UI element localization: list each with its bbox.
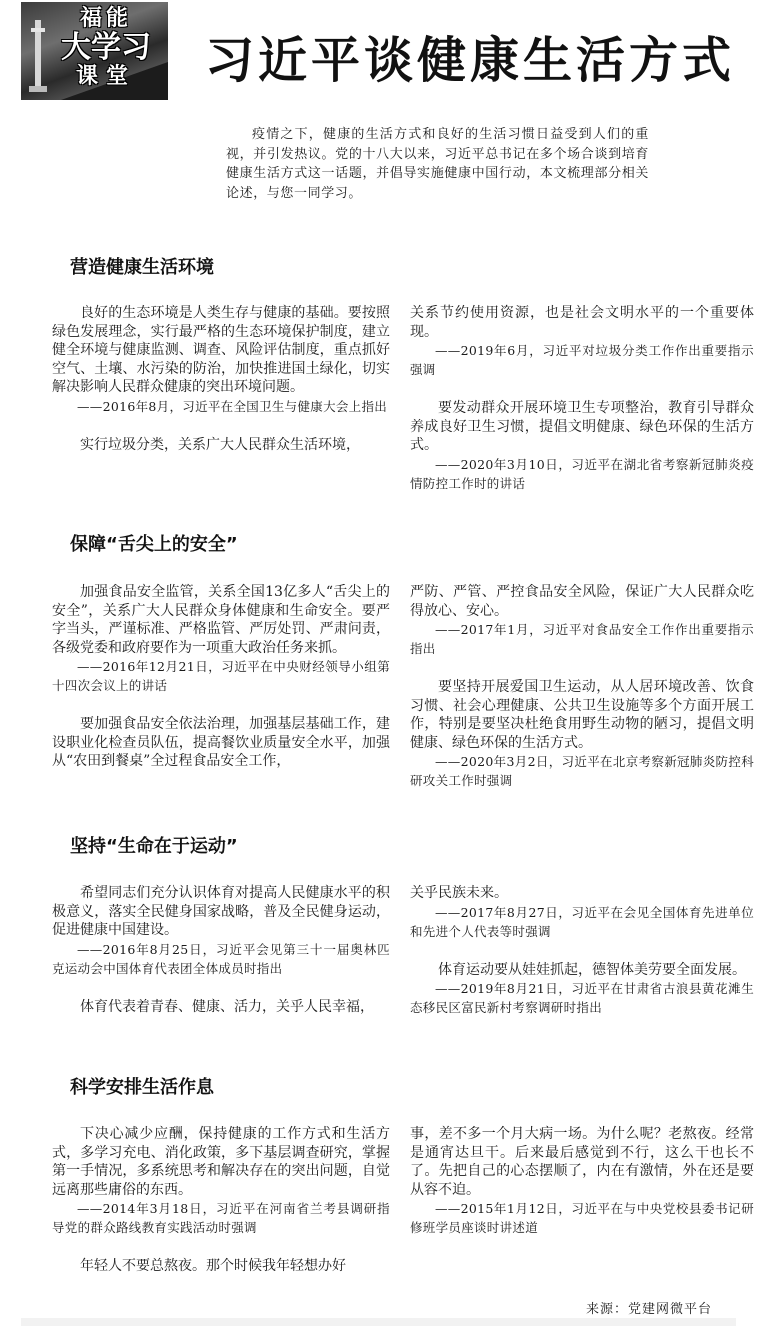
quote-paragraph: 关乎民族未来。	[410, 885, 508, 901]
quote-attribution: ——2016年8月25日，习近平会见第三十一届奥林匹克运动会中国体育代表团全体成员时指出	[52, 941, 390, 976]
quote-paragraph: 加强食品安全监管，关系全国13亿多人“舌尖上的安全”，关系广大人民群众身体健康和生命安全。要严字当头，严谨标准、严格监管、严厉处罚、严肃问责，各级党委和政府要作为一项重大政治任务来抓。	[52, 584, 390, 656]
quote-attribution: ——2017年8月27日，习近平在会见全国体育先进单位和先进个人代表等时强调	[410, 904, 754, 939]
paragraph-gap	[52, 978, 390, 998]
quote-attribution: ——2015年1月12日，习近平在与中央党校县委书记研修班学员座谈时讲述道	[410, 1201, 754, 1235]
quote-paragraph: 严防、严管、严控食品安全风险，保证广大人民群众吃得放心、安心。	[410, 584, 754, 619]
quote-paragraph: 体育运动要从娃娃抓起，德智体美劳要全面发展。	[438, 961, 746, 978]
quote-attribution: ——2016年12月21日，习近平在中央财经领导小组第十四次会议上的讲话	[52, 659, 390, 693]
page-title: 习近平谈健康生活方式	[205, 32, 736, 89]
quote-paragraph: 体育代表着青春、健康、活力，关乎人民幸福，	[80, 998, 374, 1015]
quote-paragraph: 要坚持开展爱国卫生运动，从人居环境改善、饮食习惯、社会心理健康、公共卫生设施等多个方面开展工作，特别是要坚决杜绝食用野生动物的陋习，提倡文明健康、绿色环保的生活方式。	[410, 679, 754, 751]
logo-line-3: 课堂	[75, 64, 136, 89]
footer-bar	[21, 1318, 736, 1326]
logo-text	[50, 4, 162, 88]
quote-paragraph: 关系节约使用资源，也是社会文明水平的一个重要体现。	[410, 305, 754, 340]
quote-attribution: ——2020年3月10日，习近平在湖北省考察新冠肺炎疫情防控工作时的讲话	[410, 456, 754, 491]
quote-paragraph: 希望同志们充分认识体育对提高人民健康水平的积极意义，落实全民健身国家战略，普及全民健身运动，促进健康中国建设。	[52, 885, 390, 938]
quote-paragraph: 实行垃圾分类，关系广大人民群众生活环境，	[80, 436, 360, 453]
right-column	[410, 884, 754, 1017]
quote-attribution: ——2016年8月，习近平在全国卫生与健康大会上指出	[77, 398, 388, 414]
quote-paragraph: 事，差不多一个月大病一场。为什么呢？老熬夜。经常是通宵达旦干。后来最后感觉到不行，这么干也长不了。先把自己的心态摆顺了，内在有激情，外在还是要从容不迫。	[410, 1126, 754, 1198]
intro-paragraph: 疫情之下，健康的生活方式和良好的生活习惯日益受到人们的重视，并引发热议。党的十八大以来，习近平总书记在多个场合谈到培育健康生活方式这一话题，并倡导实施健康中国行动，本文梳理部分相关论述，与您一同学习。	[226, 127, 649, 201]
quote-paragraph: 年轻人不要总熬夜。那个时候我年轻想办好	[80, 1258, 346, 1274]
left-column	[52, 583, 390, 771]
paragraph-gap	[410, 379, 754, 399]
quote-paragraph: 要发动群众开展环境卫生专项整治，教育引导群众养成良好卫生习惯，提倡文明健康、绿色环保的生活方式。	[410, 400, 754, 453]
quote-paragraph: 下决心减少应酬，保持健康的工作方式和生活方式，多学习充电、消化政策，多下基层调查研究，掌握第一手情况，多系统思考和解决存在的突出问题，自觉远离那些庸俗的东西。	[52, 1126, 390, 1198]
quote-attribution: ——2019年6月，习近平对垃圾分类工作作出重要指示强调	[410, 343, 754, 377]
logo-line-1: 福能	[79, 6, 132, 31]
quote-paragraph: 要加强食品安全依法治理，加强基层基础工作，建设职业化检查员队伍，提高餐饮业质量安全水平，加强从“农田到餐桌”全过程食品安全工作，	[52, 716, 390, 769]
quote-paragraph: 良好的生态环境是人类生存与健康的基础。要按照绿色发展理念，实行最严格的生态环境保护制度，建立健全环境与健康监测、调查、风险评估制度，重点抓好空气、土壤、水污染的防治，加快推进国土绿化，切实解决影响人民群众健康的突出环境问题。	[52, 305, 390, 395]
logo-line-2: 大学习	[61, 30, 151, 65]
quote-attribution: ——2019年8月21日，习近平在甘肃省古浪县黄花滩生态移民区富民新村考察调研时指出	[410, 981, 754, 1015]
column-logo	[21, 2, 168, 100]
source-credit: 来源：党建网微平台	[585, 1302, 712, 1317]
paragraph-gap	[410, 941, 754, 961]
left-column	[52, 884, 390, 1016]
paragraph-gap	[52, 1237, 390, 1257]
section-title: 科学安排生活作息	[70, 1077, 214, 1098]
section-title: 保障“舌尖上的安全”	[70, 534, 238, 555]
section-title: 营造健康生活环境	[70, 257, 214, 278]
left-column	[52, 304, 390, 454]
right-column	[410, 1125, 754, 1237]
section-title: 坚持“生命在于运动”	[70, 836, 238, 857]
quote-attribution: ——2020年3月2日，习近平在北京考察新冠肺炎防控科研攻关工作时强调	[410, 754, 754, 788]
quote-attribution: ——2017年1月，习近平对食品安全工作作出重要指示指出	[410, 622, 754, 656]
paragraph-gap	[52, 416, 390, 436]
right-column	[410, 304, 754, 493]
left-column	[52, 1125, 390, 1276]
paragraph-gap	[410, 658, 754, 678]
right-column	[410, 583, 754, 790]
paragraph-gap	[52, 695, 390, 715]
quote-attribution: ——2014年3月18日，习近平在河南省兰考县调研指导党的群众路线教育实践活动时强调	[52, 1201, 390, 1235]
